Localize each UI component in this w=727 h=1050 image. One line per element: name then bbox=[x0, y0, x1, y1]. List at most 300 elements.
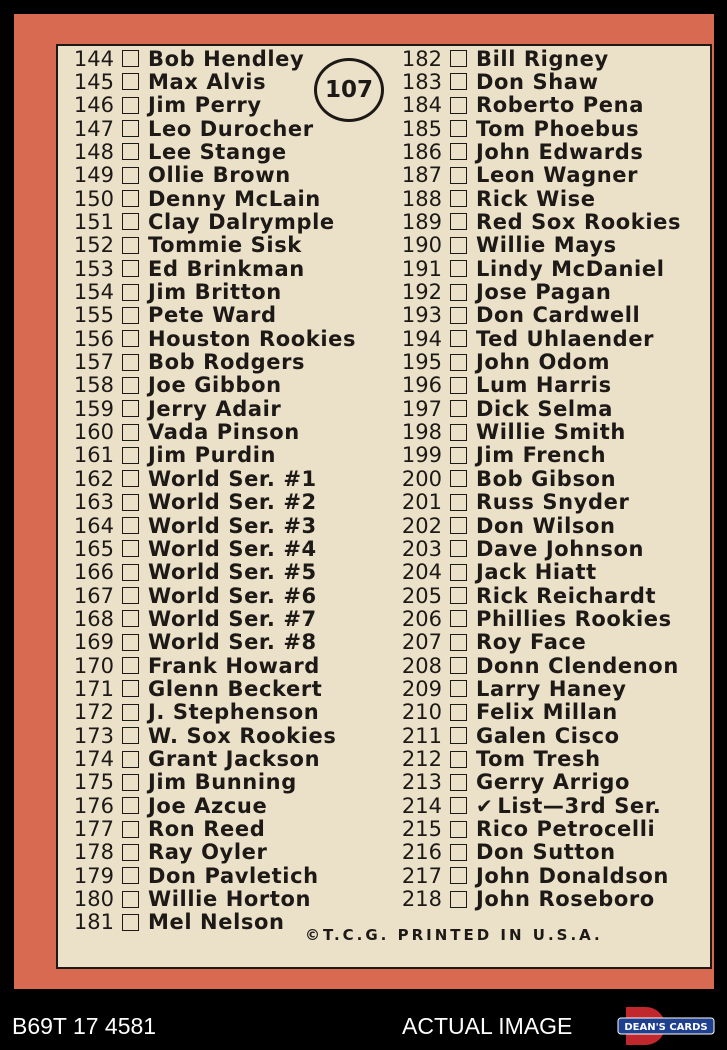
player-name: Don Shaw bbox=[476, 69, 599, 94]
card-number-label: 158 bbox=[73, 373, 114, 398]
checkbox-square bbox=[450, 190, 467, 207]
card-number-label: 176 bbox=[73, 793, 114, 818]
checklist-entry bbox=[394, 607, 672, 630]
card-number-label: 218 bbox=[401, 887, 442, 912]
player-name: Ron Reed bbox=[148, 817, 266, 842]
player-name: Willie Mays bbox=[476, 233, 617, 258]
checklist-entry bbox=[66, 654, 320, 677]
checklist-entry bbox=[394, 70, 599, 93]
checklist-entry bbox=[394, 304, 640, 327]
card-number-label: 207 bbox=[401, 630, 442, 655]
checklist-entry bbox=[66, 561, 317, 584]
checkbox-square bbox=[450, 891, 467, 908]
player-name: World Ser. #3 bbox=[148, 513, 317, 538]
checkbox-square bbox=[450, 727, 467, 744]
player-name: Roberto Pena bbox=[476, 93, 644, 118]
checklist-entry bbox=[394, 397, 613, 420]
player-name: Rick Reichardt bbox=[476, 583, 657, 608]
checkbox-square bbox=[122, 704, 139, 721]
card-number-label: 186 bbox=[401, 139, 442, 164]
checklist-entry bbox=[66, 397, 281, 420]
player-name: Rick Wise bbox=[476, 186, 596, 211]
player-name: Gerry Arrigo bbox=[476, 770, 631, 795]
player-name: Bob Gibson bbox=[476, 466, 617, 491]
player-name: World Ser. #5 bbox=[148, 560, 317, 585]
player-name: Galen Cisco bbox=[476, 723, 620, 748]
checkbox-square bbox=[450, 821, 467, 838]
card-number-label: 198 bbox=[401, 420, 442, 445]
card-number-label: 167 bbox=[73, 583, 114, 608]
checkbox-square bbox=[122, 727, 139, 744]
checklist-entry bbox=[394, 117, 639, 140]
player-name: John Edwards bbox=[476, 139, 644, 164]
checklist-entry bbox=[66, 537, 317, 560]
player-name: Denny McLain bbox=[148, 186, 321, 211]
player-name: John Roseboro bbox=[476, 887, 655, 912]
checklist-entry bbox=[66, 701, 319, 724]
checklist-entry bbox=[66, 117, 314, 140]
card-number-label: 177 bbox=[73, 817, 114, 842]
checkbox-square bbox=[122, 564, 139, 581]
checkbox-square bbox=[122, 540, 139, 557]
checklist-entry bbox=[66, 164, 291, 187]
player-name: World Ser. #7 bbox=[148, 606, 317, 631]
checklist-entry bbox=[66, 631, 317, 654]
checklist-entry bbox=[66, 818, 265, 841]
checkbox-square bbox=[122, 867, 139, 884]
player-name: Jim Britton bbox=[148, 280, 282, 304]
player-name: Ray Oyler bbox=[148, 840, 268, 865]
checkbox-square bbox=[122, 260, 139, 277]
checkbox-square bbox=[450, 587, 467, 604]
player-name: Don Wilson bbox=[476, 513, 616, 538]
player-name: Jim Purdin bbox=[148, 443, 277, 468]
card-number-label: 182 bbox=[401, 46, 442, 71]
card-number-label: 159 bbox=[73, 396, 114, 421]
checklist-entry bbox=[66, 304, 277, 327]
checklist-entry bbox=[394, 514, 616, 537]
checklist-entry bbox=[394, 584, 656, 607]
checkbox-square bbox=[122, 354, 139, 371]
checkbox-square bbox=[450, 330, 467, 347]
checklist-entry bbox=[394, 794, 661, 817]
card-number-label: 193 bbox=[401, 303, 442, 328]
card-number-label: 197 bbox=[401, 396, 442, 421]
card-number-label: 154 bbox=[73, 280, 114, 304]
card-number-label: 145 bbox=[73, 69, 114, 94]
card-number-label: 163 bbox=[73, 490, 114, 515]
checkbox-square bbox=[450, 657, 467, 674]
player-name: Felix Millan bbox=[476, 700, 618, 725]
checklist-entry bbox=[394, 47, 609, 70]
checklist-entry bbox=[66, 94, 262, 117]
card-number-label: 175 bbox=[73, 770, 114, 795]
checklist-entry bbox=[66, 584, 317, 607]
checkbox-square bbox=[450, 143, 467, 160]
card-number-label: 205 bbox=[401, 583, 442, 608]
checklist-entry bbox=[394, 864, 669, 887]
card-number-label: 171 bbox=[73, 676, 114, 701]
checkbox-square bbox=[450, 237, 467, 254]
card-number-label: 201 bbox=[401, 490, 442, 515]
checkbox-square bbox=[450, 704, 467, 721]
card-number-label: 191 bbox=[401, 256, 442, 281]
checkbox-square bbox=[122, 143, 139, 160]
checklist-entry bbox=[66, 841, 267, 864]
player-name: Tom Tresh bbox=[476, 747, 601, 771]
player-name: Pete Ward bbox=[148, 303, 277, 328]
player-name: John Donaldson bbox=[476, 863, 669, 888]
checkbox-square bbox=[122, 751, 139, 768]
card-number-label: 153 bbox=[73, 256, 114, 281]
checkbox-square bbox=[122, 190, 139, 207]
checklist-entry bbox=[66, 748, 320, 771]
checklist-entry bbox=[394, 724, 620, 747]
player-name: Rico Petrocelli bbox=[476, 817, 656, 842]
checklist-entry bbox=[66, 794, 267, 817]
card-number-label: 178 bbox=[73, 840, 114, 865]
checkbox-square bbox=[450, 260, 467, 277]
card-number-label: 149 bbox=[73, 163, 114, 188]
checkbox-square bbox=[122, 470, 139, 487]
player-name: Lindy McDaniel bbox=[476, 256, 665, 281]
checkbox-square bbox=[122, 50, 139, 67]
card-number-label: 148 bbox=[73, 139, 114, 164]
card-number-label: 169 bbox=[73, 630, 114, 655]
player-name: Jim French bbox=[476, 443, 607, 468]
player-name: Glenn Beckert bbox=[148, 676, 323, 701]
card-number-label: 161 bbox=[73, 443, 114, 468]
player-name: Clay Dalrymple bbox=[148, 209, 335, 234]
card-number-label: 152 bbox=[73, 233, 114, 258]
checkbox-square bbox=[450, 564, 467, 581]
card-number-label: 165 bbox=[73, 536, 114, 561]
card-number-label: 216 bbox=[401, 840, 442, 865]
checklist-entry bbox=[394, 491, 629, 514]
player-name: Don Pavletich bbox=[148, 863, 319, 888]
checklist-entry bbox=[394, 421, 626, 444]
player-name: Red Sox Rookies bbox=[476, 209, 682, 234]
player-name: Grant Jackson bbox=[148, 747, 321, 771]
card-number-badge bbox=[314, 58, 384, 122]
player-name: J. Stephenson bbox=[148, 700, 320, 725]
player-name: Jerry Adair bbox=[148, 396, 282, 421]
checkbox-square bbox=[122, 167, 139, 184]
player-name: John Odom bbox=[476, 350, 611, 375]
actual-image-label: ACTUAL IMAGE bbox=[402, 1013, 573, 1039]
checkbox-square bbox=[122, 844, 139, 861]
cert-label: B69T 17 4581 bbox=[12, 1013, 157, 1039]
card-number-label: 189 bbox=[401, 209, 442, 234]
player-name: Leon Wagner bbox=[476, 163, 639, 188]
checkbox-square bbox=[122, 424, 139, 441]
card-number-label: 208 bbox=[401, 653, 442, 678]
card-number-label: 173 bbox=[73, 723, 114, 748]
player-name: Jose Pagan bbox=[476, 280, 612, 304]
checklist-entry bbox=[394, 94, 644, 117]
player-name: Mel Nelson bbox=[148, 910, 285, 935]
checkbox-square bbox=[122, 120, 139, 137]
logo-text: DEAN'S CARDS bbox=[624, 1022, 708, 1033]
card-number-label: 162 bbox=[73, 466, 114, 491]
checklist-entry bbox=[66, 864, 319, 887]
checkmark-icon: ✔ bbox=[476, 793, 494, 818]
card-number-label: 188 bbox=[401, 186, 442, 211]
checkbox-square bbox=[122, 307, 139, 324]
checklist-entry bbox=[66, 257, 305, 280]
card-number-label: 215 bbox=[401, 817, 442, 842]
checkbox-square bbox=[450, 97, 467, 114]
checklist-entry bbox=[394, 187, 596, 210]
checkbox-square bbox=[450, 424, 467, 441]
card-number-label: 209 bbox=[401, 676, 442, 701]
checklist-entry bbox=[394, 257, 665, 280]
card-number-label: 200 bbox=[401, 466, 442, 491]
card-number-label: 151 bbox=[73, 209, 114, 234]
checkbox-square bbox=[450, 774, 467, 791]
checkbox-square bbox=[450, 447, 467, 464]
player-name: Bill Rigney bbox=[476, 46, 609, 71]
card-number-label: 217 bbox=[401, 863, 442, 888]
checklist-entry bbox=[394, 818, 655, 841]
checklist-entry bbox=[394, 281, 611, 304]
player-name: Jim Bunning bbox=[148, 770, 297, 795]
checkbox-square bbox=[450, 377, 467, 394]
checklist-entry bbox=[394, 164, 638, 187]
checklist-entry bbox=[66, 607, 317, 630]
checklist-entry bbox=[394, 537, 644, 560]
player-name: Ollie Brown bbox=[148, 163, 291, 188]
checklist-entry bbox=[66, 514, 317, 537]
checkbox-square bbox=[122, 634, 139, 651]
checklist-entry bbox=[394, 351, 610, 374]
card-number-label: 199 bbox=[401, 443, 442, 468]
checkbox-square bbox=[122, 237, 139, 254]
player-name: Bob Rodgers bbox=[148, 350, 306, 375]
player-name: World Ser. #4 bbox=[148, 536, 317, 561]
checklist-entry bbox=[66, 374, 282, 397]
player-name: Willie Horton bbox=[148, 887, 312, 912]
card-number-label: 147 bbox=[73, 116, 114, 141]
checkbox-square bbox=[122, 657, 139, 674]
player-name: Houston Rookies bbox=[148, 326, 357, 351]
checkbox-square bbox=[450, 797, 467, 814]
card-number-label: 206 bbox=[401, 606, 442, 631]
checkbox-square bbox=[450, 680, 467, 697]
checklist-entry bbox=[394, 631, 586, 654]
card-number-label: 211 bbox=[401, 723, 442, 748]
checkbox-square bbox=[122, 774, 139, 791]
card-number-label: 150 bbox=[73, 186, 114, 211]
checkbox-square bbox=[450, 284, 467, 301]
checkbox-square bbox=[450, 494, 467, 511]
player-name: Tom Phoebus bbox=[476, 116, 640, 141]
card-number-label: 155 bbox=[73, 303, 114, 328]
card-number-label: 196 bbox=[401, 373, 442, 398]
player-name: Dave Johnson bbox=[476, 536, 645, 561]
checkbox-square bbox=[122, 587, 139, 604]
card-number-label: 170 bbox=[73, 653, 114, 678]
checkbox-square bbox=[122, 610, 139, 627]
player-name: World Ser. #8 bbox=[148, 630, 317, 655]
checkbox-square bbox=[122, 284, 139, 301]
card-number-label: 166 bbox=[73, 560, 114, 585]
card-number-label: 160 bbox=[73, 420, 114, 445]
card-number-label: 156 bbox=[73, 326, 114, 351]
checklist-entry bbox=[394, 677, 627, 700]
player-name: Tommie Sisk bbox=[148, 233, 302, 258]
checklist-entry bbox=[66, 70, 266, 93]
card-number-label: 192 bbox=[401, 280, 442, 304]
card-number-label: 183 bbox=[401, 69, 442, 94]
player-name: Lum Harris bbox=[476, 373, 612, 398]
checkbox-square bbox=[450, 867, 467, 884]
player-name: Donn Clendenon bbox=[476, 653, 679, 678]
player-name: Lee Stange bbox=[148, 139, 287, 164]
checklist-entry bbox=[394, 210, 681, 233]
player-name: Russ Snyder bbox=[476, 490, 630, 515]
player-name: Leo Durocher bbox=[148, 116, 314, 141]
checklist-entry bbox=[66, 467, 317, 490]
checklist-entry bbox=[394, 701, 618, 724]
checkbox-square bbox=[122, 797, 139, 814]
card-number-label: 168 bbox=[73, 606, 114, 631]
checklist-entry bbox=[66, 234, 302, 257]
checklist-entry bbox=[394, 748, 601, 771]
checkbox-square bbox=[122, 891, 139, 908]
player-name: World Ser. #1 bbox=[148, 466, 317, 491]
player-name: Jack Hiatt bbox=[476, 560, 597, 585]
checklist-entry bbox=[394, 444, 606, 467]
card-number-label: 157 bbox=[73, 350, 114, 375]
checklist-entry bbox=[394, 234, 617, 257]
card-number-label: 179 bbox=[73, 863, 114, 888]
card-number-label: 194 bbox=[401, 326, 442, 351]
player-name: World Ser. #6 bbox=[148, 583, 317, 608]
checklist-entry bbox=[66, 140, 287, 163]
player-name: Larry Haney bbox=[476, 676, 627, 701]
copyright-line: ©T.C.G. PRINTED IN U.S.A. bbox=[305, 926, 603, 944]
checkbox-square bbox=[450, 540, 467, 557]
checkbox-square bbox=[122, 821, 139, 838]
checkbox-square bbox=[122, 447, 139, 464]
checklist-entry bbox=[394, 374, 612, 397]
checklist-entry bbox=[66, 281, 282, 304]
card-number-label: 144 bbox=[73, 46, 114, 71]
player-name: Ed Brinkman bbox=[148, 256, 305, 281]
checkbox-square bbox=[122, 494, 139, 511]
checkbox-square bbox=[450, 50, 467, 67]
checkbox-square bbox=[450, 844, 467, 861]
card-number-label: 187 bbox=[401, 163, 442, 188]
card-number-label: 164 bbox=[73, 513, 114, 538]
checklist-entry bbox=[66, 888, 311, 911]
player-name: Frank Howard bbox=[148, 653, 320, 678]
card-number: 107 bbox=[324, 77, 373, 103]
checklist-entry bbox=[66, 771, 297, 794]
checklist-entry bbox=[394, 654, 679, 677]
checklist-entry bbox=[66, 421, 300, 444]
checkbox-square bbox=[450, 73, 467, 90]
card-number-label: 202 bbox=[401, 513, 442, 538]
player-name: Phillies Rookies bbox=[476, 606, 672, 631]
card-number-label: 214 bbox=[401, 793, 442, 818]
checkbox-square bbox=[450, 120, 467, 137]
checklist-entry bbox=[66, 491, 317, 514]
checkbox-square bbox=[450, 213, 467, 230]
checklist-entry bbox=[66, 187, 321, 210]
checklist-entry bbox=[394, 771, 630, 794]
checkbox-square bbox=[450, 307, 467, 324]
card-number-label: 185 bbox=[401, 116, 442, 141]
checkbox-square bbox=[122, 73, 139, 90]
checklist-entry bbox=[394, 467, 616, 490]
checkbox-square bbox=[450, 167, 467, 184]
card-number-label: 195 bbox=[401, 350, 442, 375]
player-name: Joe Gibbon bbox=[148, 373, 282, 398]
checklist-entry bbox=[66, 327, 356, 350]
card-number-label: 190 bbox=[401, 233, 442, 258]
card-number-label: 180 bbox=[73, 887, 114, 912]
card-number-label: 174 bbox=[73, 747, 114, 771]
checklist-entry bbox=[394, 327, 654, 350]
checkbox-square bbox=[450, 634, 467, 651]
checkbox-square bbox=[122, 330, 139, 347]
checklist-entry bbox=[394, 841, 616, 864]
card-number-label: 212 bbox=[401, 747, 442, 771]
checklist-entry bbox=[66, 677, 322, 700]
card-number-label: 172 bbox=[73, 700, 114, 725]
checkbox-square bbox=[122, 97, 139, 114]
checkbox-square bbox=[450, 400, 467, 417]
card-number-label: 146 bbox=[73, 93, 114, 118]
checklist-entry bbox=[66, 911, 285, 934]
checklist-entry bbox=[66, 351, 305, 374]
checklist-entry bbox=[394, 888, 655, 911]
checklist-entry bbox=[66, 210, 335, 233]
player-name: W. Sox Rookies bbox=[148, 723, 337, 748]
checklist-entry bbox=[394, 561, 597, 584]
checkbox-square bbox=[450, 470, 467, 487]
card-number-label: 204 bbox=[401, 560, 442, 585]
checkbox-square bbox=[450, 354, 467, 371]
checkbox-square bbox=[122, 914, 139, 931]
checkbox-square bbox=[450, 610, 467, 627]
player-name: Don Cardwell bbox=[476, 303, 641, 328]
card-number-label: 184 bbox=[401, 93, 442, 118]
card-number-label: 181 bbox=[73, 910, 114, 935]
checkbox-square bbox=[122, 517, 139, 534]
player-name: Joe Azcue bbox=[148, 793, 268, 818]
card-number-label: 213 bbox=[401, 770, 442, 795]
player-name: Bob Hendley bbox=[148, 46, 305, 71]
checkbox-square bbox=[122, 400, 139, 417]
checklist-entry bbox=[66, 444, 276, 467]
checkbox-square bbox=[450, 751, 467, 768]
card-number-label: 210 bbox=[401, 700, 442, 725]
player-name: World Ser. #2 bbox=[148, 490, 317, 515]
checklist-entry bbox=[66, 724, 336, 747]
player-name: Dick Selma bbox=[476, 396, 613, 421]
deans-cards-logo bbox=[612, 1005, 716, 1047]
player-name: Don Sutton bbox=[476, 840, 616, 865]
player-name: Jim Perry bbox=[148, 93, 262, 118]
checkbox-square bbox=[122, 680, 139, 697]
checkbox-square bbox=[122, 377, 139, 394]
player-name: Max Alvis bbox=[148, 69, 267, 94]
player-name: Willie Smith bbox=[476, 420, 626, 445]
card-number-label: 203 bbox=[401, 536, 442, 561]
